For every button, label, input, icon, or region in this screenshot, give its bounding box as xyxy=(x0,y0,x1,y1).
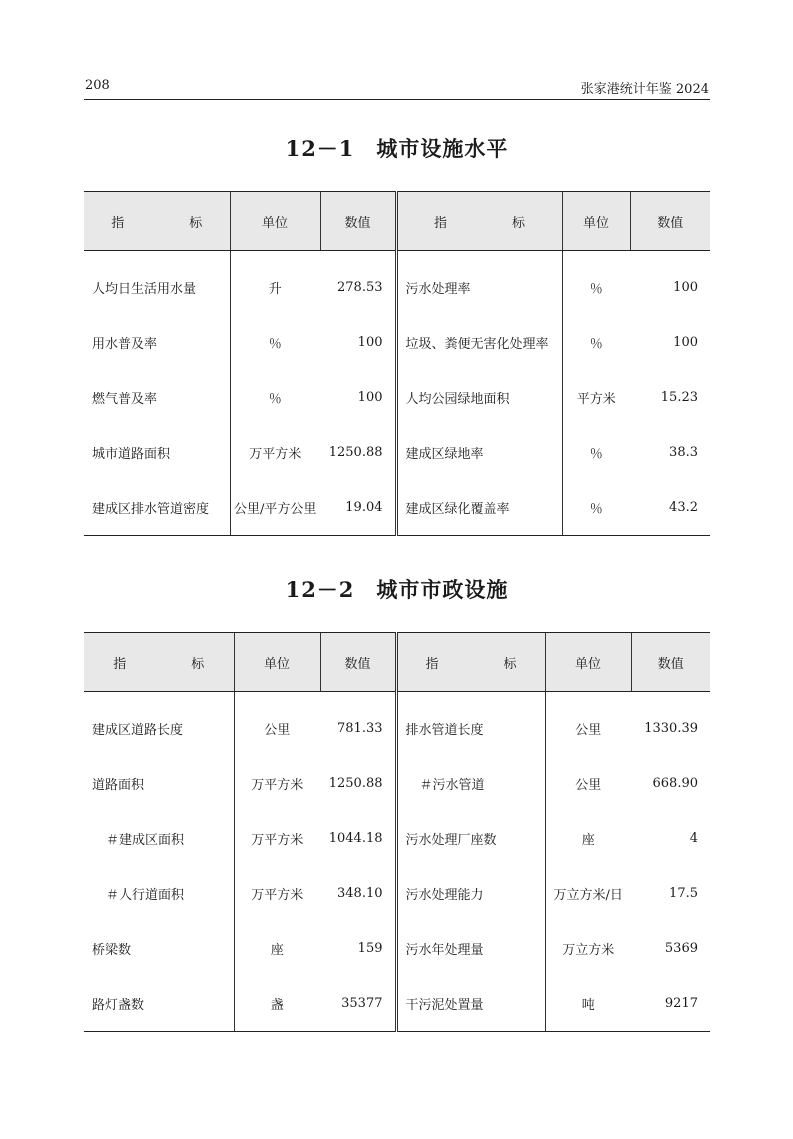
table-header-row xyxy=(84,192,710,251)
row-value: 4 xyxy=(689,831,698,846)
row-unit: ％ xyxy=(562,251,630,316)
table-row xyxy=(84,866,710,921)
row-value: 100 xyxy=(357,335,383,350)
row-name: ＃建成区面积 xyxy=(106,833,185,848)
row-unit: 吨 xyxy=(545,976,631,1032)
row-value: 38.3 xyxy=(669,445,698,460)
row-unit: 公里 xyxy=(545,692,631,757)
col-indicator-left: 指 标 xyxy=(84,192,230,251)
row-value: 19.04 xyxy=(320,480,396,536)
row-name: 建成区绿地率 xyxy=(396,425,562,480)
row-name: 污水处理率 xyxy=(396,251,562,316)
row-unit: 万平方米 xyxy=(234,866,320,921)
row-value: 100 xyxy=(673,335,698,350)
header-rule xyxy=(84,99,710,100)
row-value: 668.90 xyxy=(652,776,698,791)
row-unit: 万立方米/日 xyxy=(545,866,631,921)
row-name: 人均日生活用水量 xyxy=(92,282,197,297)
col-unit-right: 单位 xyxy=(562,192,630,251)
row-value: 348.10 xyxy=(337,886,383,901)
row-value: 43.2 xyxy=(630,480,710,536)
row-unit: ％ xyxy=(230,370,320,425)
row-value: 17.5 xyxy=(669,886,698,901)
row-unit: 公里/平方公里 xyxy=(230,480,320,536)
row-name: 排水管道长度 xyxy=(396,692,545,757)
row-unit: 座 xyxy=(545,811,631,866)
table2-number: 12－2 xyxy=(285,577,355,602)
row-unit: 万平方米 xyxy=(234,756,320,811)
row-name: 桥梁数 xyxy=(92,943,132,958)
col-value-left: 数值 xyxy=(320,633,396,692)
table-header-row xyxy=(84,633,710,692)
row-name: 人均公园绿地面积 xyxy=(396,370,562,425)
col-unit-right: 单位 xyxy=(545,633,631,692)
row-value: 278.53 xyxy=(337,280,383,295)
row-unit: 公里 xyxy=(234,692,320,757)
table-row xyxy=(84,480,710,536)
row-value: 1330.39 xyxy=(644,721,698,736)
row-name: 路灯盏数 xyxy=(84,976,234,1032)
table1-title-text: 城市设施水平 xyxy=(376,136,509,161)
page-number: 208 xyxy=(85,78,110,93)
row-value: 781.33 xyxy=(337,721,383,736)
row-value: 1044.18 xyxy=(328,831,383,846)
table-row xyxy=(84,370,710,425)
table1 xyxy=(84,191,710,536)
table-row xyxy=(84,251,710,316)
table-row xyxy=(84,425,710,480)
table2-title-text: 城市市政设施 xyxy=(376,577,509,602)
row-name: 干污泥处置量 xyxy=(396,976,545,1032)
row-unit: 升 xyxy=(230,251,320,316)
table-row xyxy=(84,756,710,811)
col-indicator-left: 指 标 xyxy=(84,633,234,692)
row-name: 污水处理能力 xyxy=(396,866,545,921)
table-row xyxy=(84,315,710,370)
row-unit: 盏 xyxy=(234,976,320,1032)
row-unit: ％ xyxy=(230,315,320,370)
row-value: 5369 xyxy=(664,941,698,956)
row-name: 城市道路面积 xyxy=(92,447,171,462)
row-value: 15.23 xyxy=(660,390,698,405)
row-name: 建成区绿化覆盖率 xyxy=(396,480,562,536)
row-name: 燃气普及率 xyxy=(92,392,158,407)
col-value-right: 数值 xyxy=(631,633,710,692)
row-value: 1250.88 xyxy=(328,776,383,791)
table2-title xyxy=(84,574,710,604)
row-name: 垃圾、粪便无害化处理率 xyxy=(396,315,562,370)
row-name: 用水普及率 xyxy=(92,337,158,352)
row-name: ＃污水管道 xyxy=(396,756,545,811)
row-name: 污水处理厂座数 xyxy=(396,811,545,866)
row-unit: ％ xyxy=(562,425,630,480)
row-value: 159 xyxy=(357,941,383,956)
row-value: 1250.88 xyxy=(328,445,383,460)
row-unit: ％ xyxy=(562,315,630,370)
col-indicator-right: 指 标 xyxy=(396,633,545,692)
col-indicator-right: 指 标 xyxy=(396,192,562,251)
table1-title xyxy=(84,133,710,163)
row-name: 建成区道路长度 xyxy=(92,723,184,738)
table-row xyxy=(84,921,710,976)
row-unit: 万平方米 xyxy=(230,425,320,480)
col-unit-left: 单位 xyxy=(230,192,320,251)
row-unit: 座 xyxy=(234,921,320,976)
row-unit: 平方米 xyxy=(562,370,630,425)
row-value: 100 xyxy=(357,390,383,405)
row-name: ＃人行道面积 xyxy=(106,888,185,903)
table-row xyxy=(84,692,710,757)
row-unit: ％ xyxy=(562,480,630,536)
table2 xyxy=(84,632,710,1032)
row-name: 道路面积 xyxy=(92,778,145,793)
row-unit: 公里 xyxy=(545,756,631,811)
row-unit: 万立方米 xyxy=(545,921,631,976)
row-value: 100 xyxy=(673,280,698,295)
book-title: 张家港统计年鉴 2024 xyxy=(580,82,709,97)
row-value: 35377 xyxy=(320,976,396,1032)
table-row xyxy=(84,811,710,866)
table1-number: 12－1 xyxy=(285,136,355,161)
col-value-right: 数值 xyxy=(630,192,710,251)
col-value-left: 数值 xyxy=(320,192,396,251)
col-unit-left: 单位 xyxy=(234,633,320,692)
row-value: 9217 xyxy=(631,976,710,1032)
row-name: 污水年处理量 xyxy=(396,921,545,976)
table-row xyxy=(84,976,710,1032)
row-name: 建成区排水管道密度 xyxy=(84,480,230,536)
row-unit: 万平方米 xyxy=(234,811,320,866)
